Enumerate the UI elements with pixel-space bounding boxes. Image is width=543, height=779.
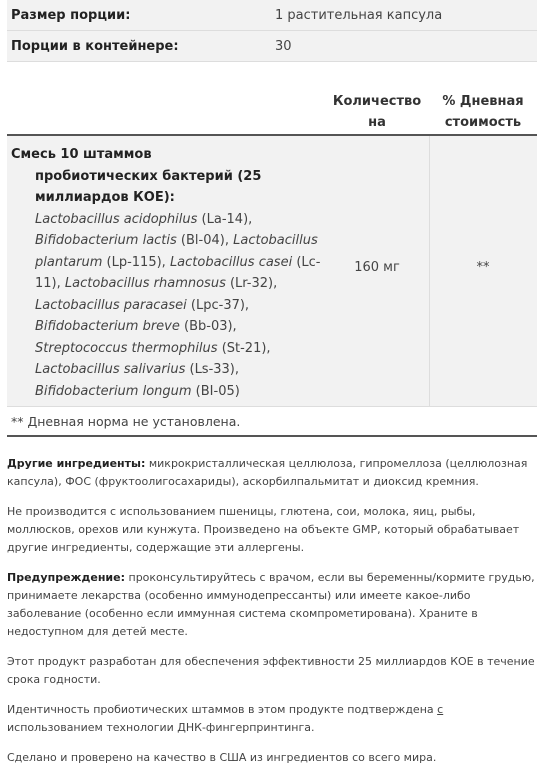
identity-text-after: использованием технологии ДНК-фингерпринтинга.: [7, 721, 315, 734]
identity-underlined: с: [437, 703, 444, 716]
other-ingredients-label: Другие ингредиенты:: [7, 457, 146, 470]
strain-name: Streptococcus thermophilus: [35, 340, 218, 356]
strain-name: Lactobacillus salivarius: [35, 362, 186, 377]
warning-text: проконсультируйтесь с врачом, если вы беременны/кормите грудью, принимаете лекарства (особенно иммунодепрессанты) или имеете какое-либо заболевание (особенно если иммунная система скомпрометирована). Храните в недоступном для детей месте.: [7, 571, 535, 638]
servings-per-container-value: 30: [275, 38, 292, 54]
strain-item: [35, 319, 237, 334]
strain-item: [35, 298, 249, 313]
amount-header-line1: Количество на: [332, 94, 422, 130]
product-notes: [7, 455, 535, 779]
identity-text-before: Идентичность пробиотических штаммов в этом продукте подтверждена: [7, 703, 438, 716]
strain-name: Lactobacillus rhamnosus: [64, 276, 226, 291]
serving-info: [7, 0, 537, 62]
made-in-paragraph: Сделано и проверено на качество в США из ингредиентов со всего мира.: [7, 751, 437, 764]
ingredient-name-line1: Смесь 10 штаммов: [11, 147, 152, 162]
identity-paragraph: [7, 701, 535, 737]
column-divider: [429, 136, 430, 406]
strain-name: Lactobacillus casei: [169, 254, 293, 270]
strain-code: (La-14),: [197, 211, 253, 227]
potency-paragraph: Этот продукт разработан для обеспечения эффективности 25 миллиардов КОЕ в течение срока годности.: [7, 655, 535, 686]
serving-size-label: Размер порции:: [11, 7, 131, 23]
strain-name: Lactobacillus acidophilus: [35, 211, 198, 227]
dv-header-line2: стоимость: [444, 115, 522, 130]
strain-item: [35, 233, 233, 248]
strain-item: [65, 276, 277, 291]
serving-size-value: 1 растительная капсула: [275, 7, 443, 23]
ingredient-row: [7, 136, 537, 407]
ingredient-amount: 160 мг: [354, 260, 400, 275]
other-ingredients-text: микрокристаллическая целлюлоза, гипромеллоза (целлюлозная капсула), ФОС (фруктоолигосахариды), аскорбилпальмитат и диоксид кремния.: [7, 457, 528, 488]
ingredient-daily-value: **: [476, 260, 490, 275]
strain-item: [35, 384, 240, 399]
ingredient-name-line2: пробиотических бактерий (25: [35, 168, 262, 184]
servings-per-container-label: Порции в контейнере:: [11, 38, 179, 54]
other-ingredients-paragraph: [7, 455, 535, 491]
allergen-paragraph: Не производится с использованием пшеницы, глютена, сои, молока, яиц, рыбы, моллюсков, орехов или кунжута. Произведено на объекте GMP, который обрабатывает другие ингредиенты, содержащие эти аллергены.: [7, 505, 520, 554]
strain-code: (Lp-115),: [102, 254, 170, 270]
ingredient-cell: [11, 144, 321, 402]
strain-list: [11, 209, 321, 403]
strain-name: Lactobacillus paracasei: [35, 297, 187, 313]
daily-value-header: [431, 91, 535, 133]
strain-item: [35, 362, 239, 377]
strain-item: [35, 341, 271, 356]
strain-code: (St-21),: [217, 340, 271, 356]
strain-code: (Bl-04),: [176, 233, 234, 248]
dv-header-line1: % Дневная: [442, 94, 524, 109]
ingredient-name-line3: миллиардов КОЕ):: [35, 190, 175, 205]
strain-code: (Ls-33),: [185, 362, 240, 377]
strain-code: (Lpc-37),: [186, 297, 250, 313]
strain-name: Bifidobacterium longum: [35, 383, 192, 399]
strain-name: Bifidobacterium breve: [35, 319, 180, 334]
strain-code: (Lr-32),: [225, 276, 278, 291]
warning-label: Предупреждение:: [7, 571, 125, 584]
servings-per-container-row: [7, 31, 537, 62]
strain-code: (Lc-11),: [35, 254, 321, 291]
strain-name: Lactobacillus plantarum: [35, 233, 318, 270]
strain-name: Bifidobacterium lactis: [35, 233, 177, 248]
strain-code: (BI-05): [191, 383, 240, 399]
facts-table-header: [7, 60, 537, 136]
serving-size-row: [7, 0, 537, 31]
warning-paragraph: [7, 569, 535, 641]
strain-code: (Bb-03),: [179, 319, 237, 334]
daily-value-footnote: ** Дневная норма не установлена.: [7, 407, 537, 437]
strain-item: [35, 212, 252, 227]
